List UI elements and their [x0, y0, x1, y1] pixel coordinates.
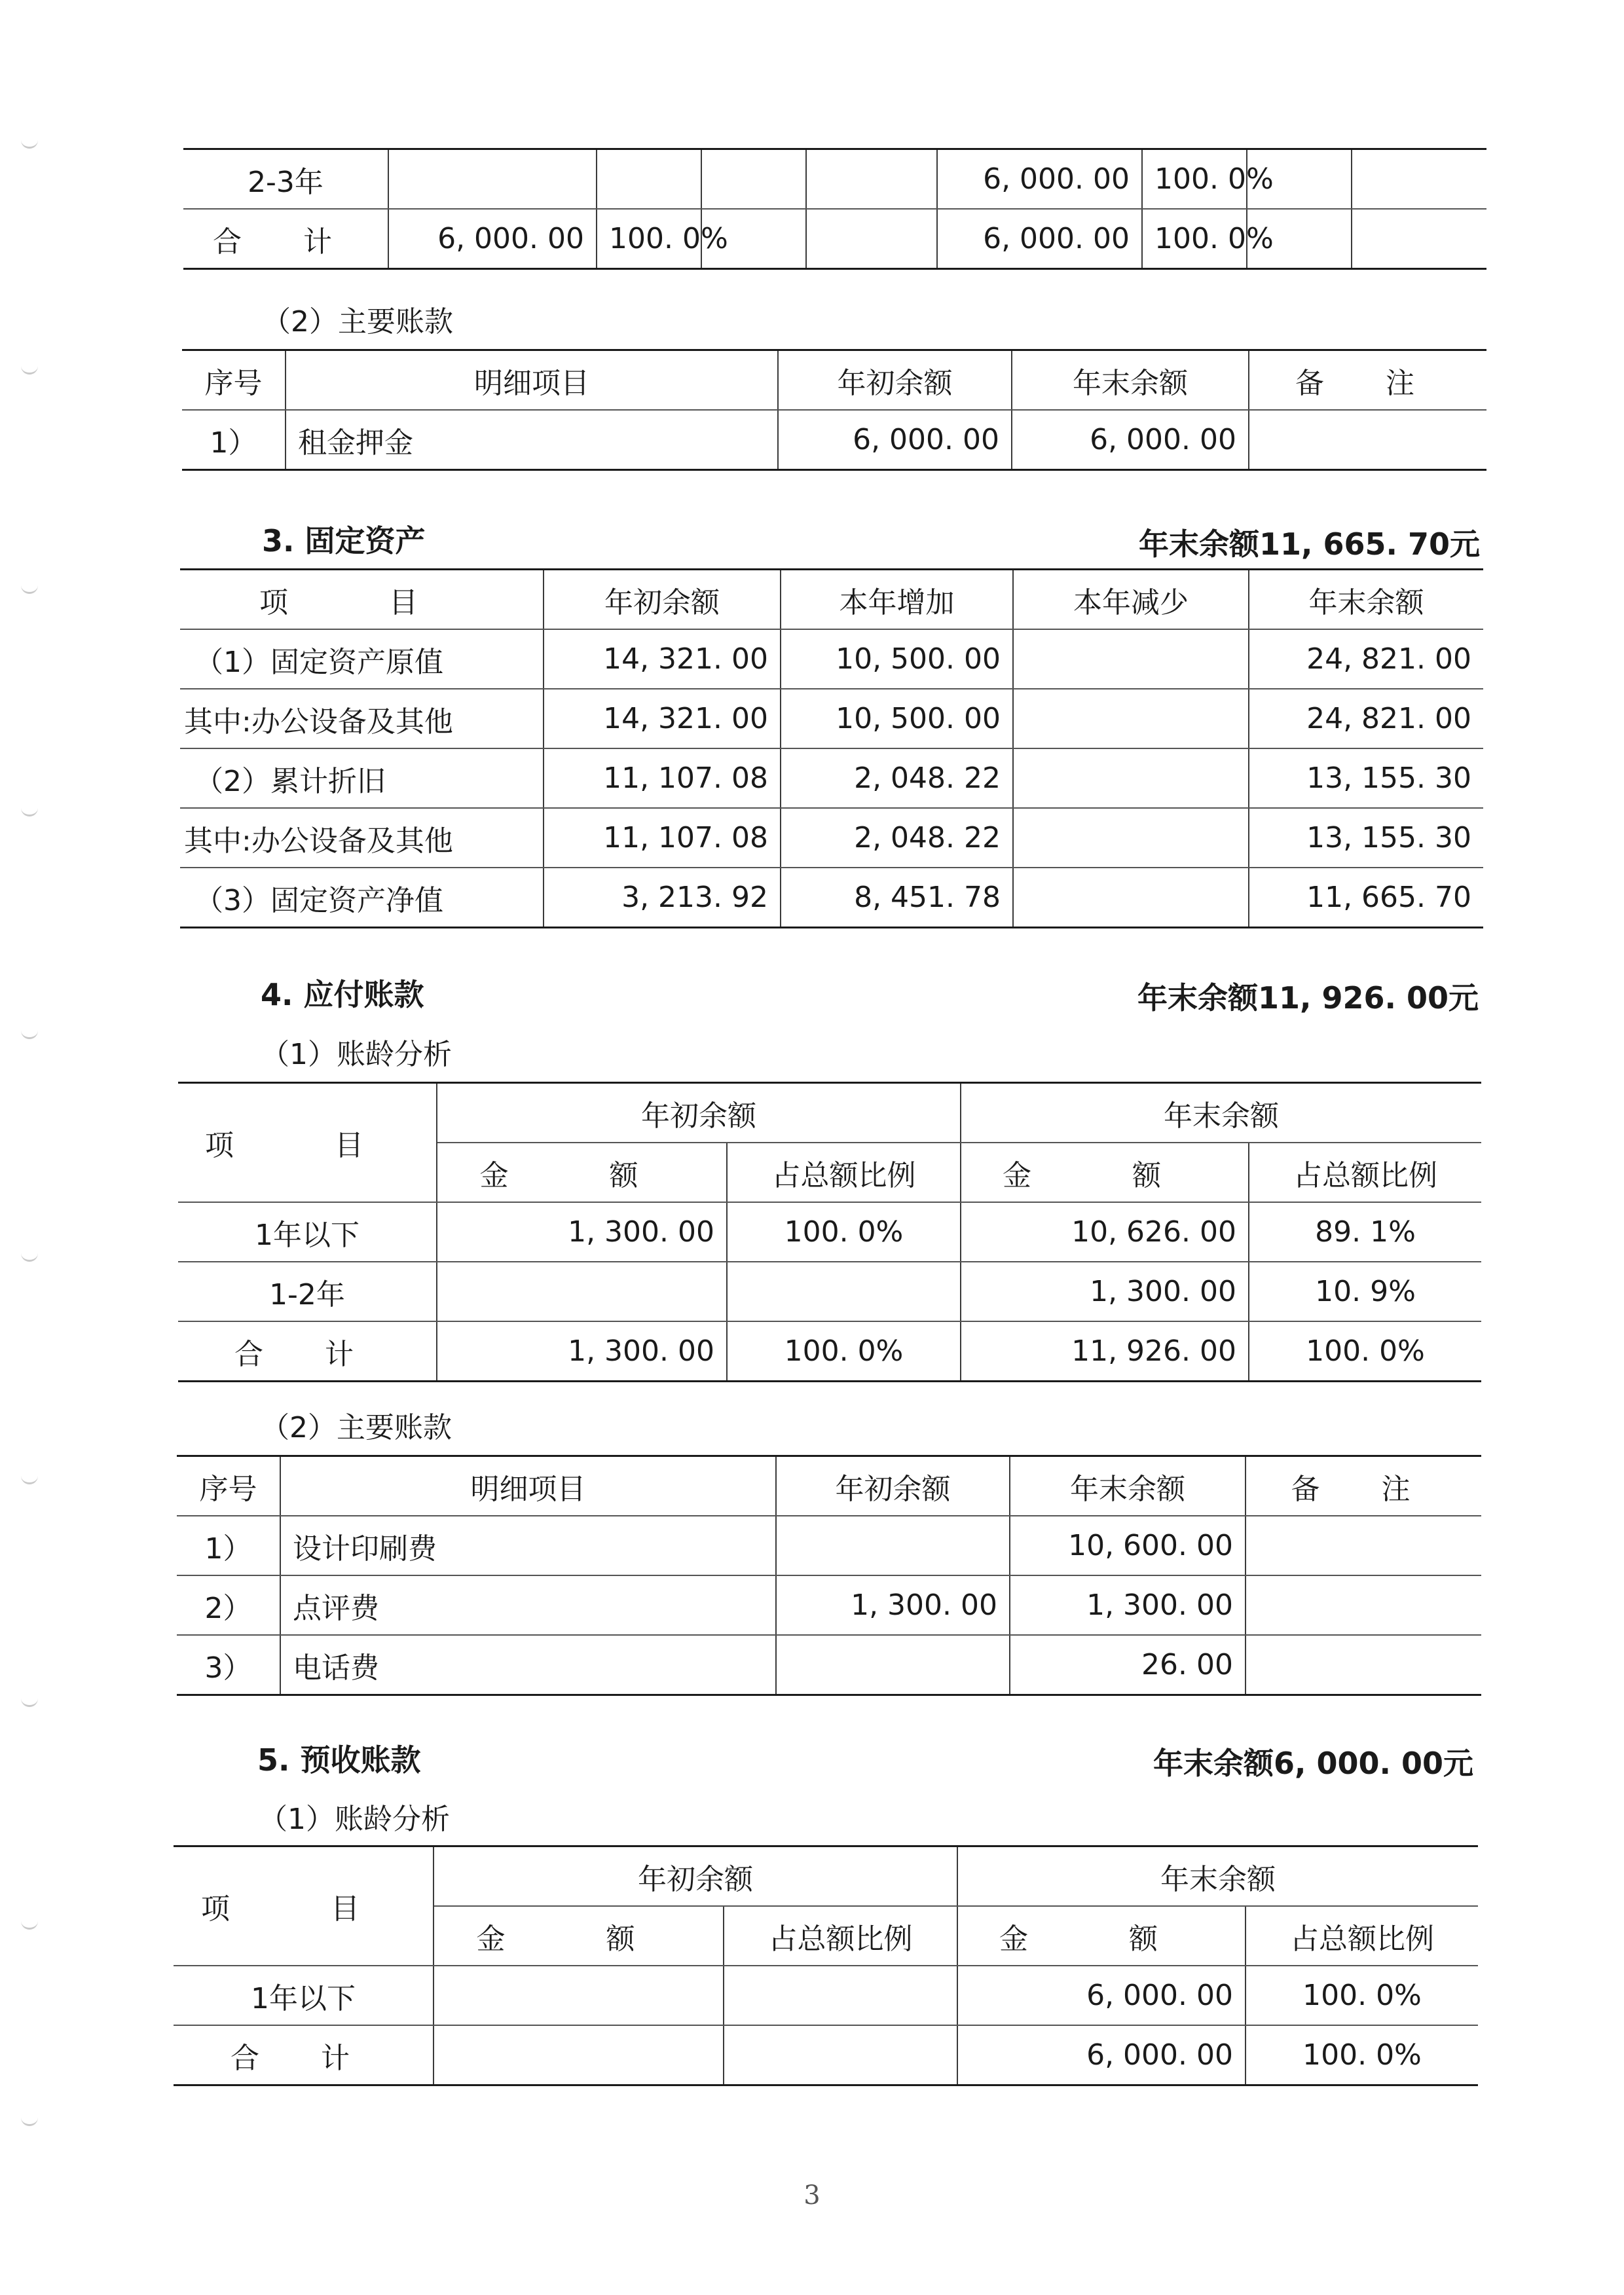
table-row	[180, 689, 1483, 748]
table-header-row	[174, 1846, 1478, 1907]
table-cell: 2, 048. 22	[781, 748, 1013, 808]
column-header: 年初余额	[434, 1846, 957, 1907]
column-header: 金 额	[437, 1143, 727, 1202]
table-cell: 租金押金	[286, 410, 778, 470]
table-cell	[388, 149, 597, 210]
table-cell	[727, 1262, 961, 1321]
subsection-title: （2）主要账款	[261, 1411, 452, 1444]
section-title: 3. 固定资产	[262, 523, 426, 559]
table-cell	[1352, 149, 1486, 210]
subsection-title: （1）账龄分析	[261, 1038, 452, 1071]
table-cell	[437, 1262, 727, 1321]
table-cell: 6, 000. 00	[778, 410, 1012, 470]
fixed-assets-table	[180, 568, 1483, 928]
table-cell	[1013, 808, 1249, 868]
table-cell: 1-2年	[178, 1262, 437, 1321]
table-cell: 10, 600. 00	[1010, 1516, 1246, 1575]
column-header: 本年增加	[781, 570, 1013, 630]
table-cell: 1, 300. 00	[1010, 1575, 1246, 1635]
table-row	[182, 410, 1486, 470]
table-cell	[434, 2025, 724, 2085]
table-cell: 13, 155. 30	[1249, 808, 1483, 868]
column-header: 本年减少	[1013, 570, 1249, 630]
column-header: 年末余额	[1010, 1456, 1246, 1516]
table-cell: 100. 0%	[727, 1202, 961, 1262]
column-header: 年初余额	[437, 1083, 961, 1143]
table-cell: 3, 213. 92	[544, 868, 781, 928]
table-cell: 设计印刷费	[280, 1516, 776, 1575]
table-cell	[597, 149, 701, 210]
column-header: 年初余额	[776, 1456, 1010, 1516]
section-total: 年末余额6, 000. 00元	[1153, 1746, 1473, 1781]
table-cell: 1年以下	[174, 1966, 434, 2025]
column-header: 年末余额	[1249, 570, 1483, 630]
table-cell: （2）累计折旧	[180, 748, 544, 808]
table-header-row	[178, 1083, 1481, 1143]
table-cell: 6, 000. 00	[937, 209, 1142, 269]
column-header: 占总额比例	[727, 1143, 961, 1202]
table-header-row	[182, 350, 1486, 411]
column-header: 项 目	[178, 1083, 437, 1203]
table-cell: 100. 0%	[727, 1321, 961, 1382]
column-header: 年末余额	[957, 1846, 1478, 1907]
table-row	[183, 149, 1486, 210]
table-row	[183, 209, 1486, 269]
binder-hole-mark	[21, 1696, 38, 1707]
table-cell: 1）	[177, 1516, 280, 1575]
table-cell: 1, 300. 00	[437, 1202, 727, 1262]
table-cell	[1246, 1635, 1481, 1695]
table-cell: （1）固定资产原值	[180, 629, 544, 689]
table-row	[180, 808, 1483, 868]
table-cell: 1, 300. 00	[437, 1321, 727, 1382]
table-cell: 100. 0%	[1246, 1966, 1478, 2025]
section-title: 5. 预收账款	[257, 1742, 421, 1778]
table-cell: 6, 000. 00	[1012, 410, 1249, 470]
column-header: 备 注	[1246, 1456, 1481, 1516]
subsection-title: （1）账龄分析	[259, 1803, 450, 1836]
binder-hole-mark	[21, 2115, 38, 2126]
column-header: 序号	[182, 350, 286, 411]
table-row	[180, 868, 1483, 928]
table-cell	[776, 1635, 1010, 1695]
column-header: 金 额	[434, 1906, 724, 1966]
column-header: 序号	[177, 1456, 280, 1516]
receivable-aging-table-continued	[183, 148, 1486, 270]
column-header: 年初余额	[544, 570, 781, 630]
table-row	[177, 1516, 1481, 1575]
table-cell: 100. 0%	[1142, 209, 1247, 269]
subsection-title: （2）主要账款	[262, 305, 453, 339]
table-cell: 89. 1%	[1249, 1202, 1481, 1262]
advance-receipts-aging-table	[174, 1845, 1478, 2086]
table-cell: 6, 000. 00	[957, 1966, 1246, 2025]
table-cell	[701, 149, 806, 210]
table-cell: 100. 0%	[597, 209, 701, 269]
table-cell: 10, 500. 00	[781, 629, 1013, 689]
table-cell: 6, 000. 00	[937, 149, 1142, 210]
table-cell	[1013, 689, 1249, 748]
column-header: 占总额比例	[1249, 1143, 1481, 1202]
table-cell	[1246, 1575, 1481, 1635]
section-title: 4. 应付账款	[261, 977, 424, 1012]
table-cell: 1年以下	[178, 1202, 437, 1262]
binder-hole-mark	[21, 805, 38, 817]
column-header: 年末余额	[1012, 350, 1249, 411]
column-header: 项 目	[174, 1846, 434, 1966]
table-cell: 合 计	[174, 2025, 434, 2085]
binder-hole-mark	[21, 1919, 38, 1930]
table-cell: （3）固定资产净值	[180, 868, 544, 928]
payable-main-accounts-table	[177, 1455, 1481, 1696]
column-header: 占总额比例	[1246, 1906, 1478, 1966]
table-cell: 3）	[177, 1635, 280, 1695]
section-total: 年末余额11, 926. 00元	[1137, 980, 1479, 1016]
table-cell	[776, 1516, 1010, 1575]
table-cell: 10, 626. 00	[961, 1202, 1249, 1262]
table-cell: 14, 321. 00	[544, 689, 781, 748]
table-cell: 11, 926. 00	[961, 1321, 1249, 1382]
binder-hole-mark	[21, 1473, 38, 1484]
table-cell: 11, 107. 08	[544, 748, 781, 808]
table-cell: 11, 107. 08	[544, 808, 781, 868]
column-header: 占总额比例	[724, 1906, 957, 1966]
table-row	[178, 1262, 1481, 1321]
table-cell	[1352, 209, 1486, 269]
binder-hole-mark	[21, 138, 38, 149]
table-cell: 26. 00	[1010, 1635, 1246, 1695]
table-cell: 合 计	[178, 1321, 437, 1382]
table-cell: 6, 000. 00	[957, 2025, 1246, 2085]
table-cell: 100. 0%	[1142, 149, 1247, 210]
table-cell: 10. 9%	[1249, 1262, 1481, 1321]
binder-hole-mark	[21, 1028, 38, 1039]
table-row	[174, 1966, 1478, 2025]
table-cell: 其中:办公设备及其他	[180, 808, 544, 868]
table-cell: 电话费	[280, 1635, 776, 1695]
table-cell: 8, 451. 78	[781, 868, 1013, 928]
table-row	[178, 1202, 1481, 1262]
table-header-row	[180, 570, 1483, 630]
main-accounts-table	[182, 349, 1486, 471]
table-row	[180, 748, 1483, 808]
table-cell: 2-3年	[183, 149, 388, 210]
table-cell	[1013, 629, 1249, 689]
table-cell: 2, 048. 22	[781, 808, 1013, 868]
table-cell	[434, 1966, 724, 2025]
table-cell: 24, 821. 00	[1249, 629, 1483, 689]
table-cell: 13, 155. 30	[1249, 748, 1483, 808]
table-cell: 其中:办公设备及其他	[180, 689, 544, 748]
table-cell: 1, 300. 00	[776, 1575, 1010, 1635]
table-cell	[1249, 410, 1486, 470]
binder-hole-mark	[21, 583, 38, 594]
binder-hole-mark	[21, 1251, 38, 1262]
table-cell	[806, 149, 937, 210]
table-cell: 10, 500. 00	[781, 689, 1013, 748]
table-cell	[806, 209, 937, 269]
table-cell: 点评费	[280, 1575, 776, 1635]
table-cell: 1, 300. 00	[961, 1262, 1249, 1321]
column-header: 明细项目	[286, 350, 778, 411]
table-cell	[1246, 1516, 1481, 1575]
table-cell: 100. 0%	[1246, 2025, 1478, 2085]
table-cell: 24, 821. 00	[1249, 689, 1483, 748]
column-header: 金 额	[957, 1906, 1246, 1966]
table-cell: 2）	[177, 1575, 280, 1635]
table-cell: 11, 665. 70	[1249, 868, 1483, 928]
table-cell: 14, 321. 00	[544, 629, 781, 689]
column-header: 年初余额	[778, 350, 1012, 411]
table-cell: 1）	[182, 410, 286, 470]
table-cell: 6, 000. 00	[388, 209, 597, 269]
column-header: 备 注	[1249, 350, 1486, 411]
column-header: 金 额	[961, 1143, 1249, 1202]
payable-aging-table	[178, 1082, 1481, 1382]
table-cell: 100. 0%	[1249, 1321, 1481, 1382]
column-header: 项 目	[180, 570, 544, 630]
page-number: 3	[803, 2180, 821, 2211]
table-row	[174, 2025, 1478, 2085]
binder-hole-mark	[21, 363, 38, 375]
table-row	[180, 629, 1483, 689]
table-cell: 合 计	[183, 209, 388, 269]
table-row	[177, 1635, 1481, 1695]
section-total: 年末余额11, 665. 70元	[1138, 526, 1480, 562]
column-header: 年末余额	[961, 1083, 1481, 1143]
table-row	[177, 1575, 1481, 1635]
table-cell	[1013, 868, 1249, 928]
table-cell	[724, 1966, 957, 2025]
column-header: 明细项目	[280, 1456, 776, 1516]
table-cell	[724, 2025, 957, 2085]
table-header-row	[177, 1456, 1481, 1516]
table-row	[178, 1321, 1481, 1382]
table-cell	[1013, 748, 1249, 808]
